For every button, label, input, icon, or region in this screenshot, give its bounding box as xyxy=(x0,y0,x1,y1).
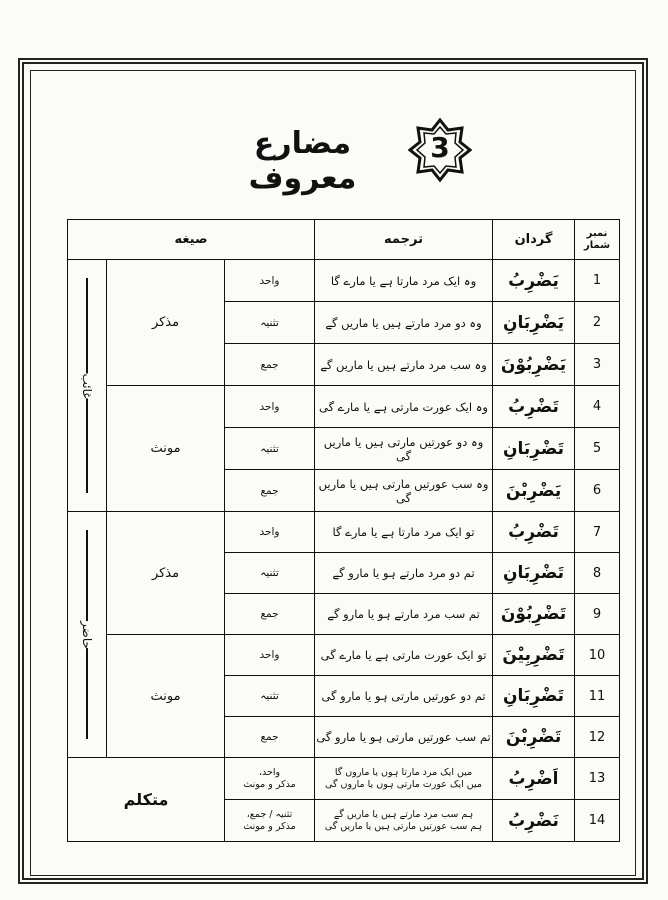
row-number: 6 xyxy=(575,470,620,512)
number-form xyxy=(225,800,315,842)
verb-form: يَضْرِبُوْنَ xyxy=(493,344,575,386)
translation: وہ ایک عورت مارتی ہے یا مارے گی xyxy=(315,386,493,428)
number-form: تثنیہ xyxy=(225,428,315,470)
row-number: 12 xyxy=(575,717,620,758)
verb-form: تَضْرِبَانِ xyxy=(493,553,575,594)
translation: تم دو مرد مارتے ہو یا مارو گے xyxy=(315,553,493,594)
number-form: واحد xyxy=(225,635,315,676)
header-gardaan: گردان xyxy=(493,220,575,260)
verb-form: اَضْرِبُ xyxy=(493,758,575,800)
verb-form: تَضْرِبَانِ xyxy=(493,428,575,470)
form-line: مذکر و مونث xyxy=(243,820,296,832)
table-row xyxy=(68,635,620,676)
translation: وہ دو عورتیں مارتی ہیں یا ماریں گی xyxy=(315,428,493,470)
verb-form: تَضْرِبَانِ xyxy=(493,676,575,717)
translation: تو ایک عورت مارتی ہے یا مارے گی xyxy=(315,635,493,676)
translation-line: میں ایک مرد مارتا ہوں یا ماروں گا xyxy=(334,766,473,778)
table-row xyxy=(68,386,620,428)
number-form: تثنیہ xyxy=(225,676,315,717)
form-line: واحد، xyxy=(258,766,281,778)
row-number: 14 xyxy=(575,800,620,842)
translation: وہ سب مرد مارتے ہیں یا ماریں گے xyxy=(315,344,493,386)
verb-form: تَضْرِبْنَ xyxy=(493,717,575,758)
conjugation-table xyxy=(67,219,620,842)
row-number: 9 xyxy=(575,594,620,635)
translation-line: ہم سب عورتیں مارتی ہیں یا ماریں گی xyxy=(324,820,483,832)
number-form: واحد xyxy=(225,512,315,553)
gender-masculine: مذکر xyxy=(107,512,225,635)
verb-form: تَضْرِبُ xyxy=(493,512,575,553)
translation-line: ہم سب مرد مارتے ہیں یا ماریں گے xyxy=(333,808,474,820)
verb-form: تَضْرِبُ xyxy=(493,386,575,428)
number-form: واحد xyxy=(225,386,315,428)
row-number: 5 xyxy=(575,428,620,470)
translation xyxy=(315,758,493,800)
gender-feminine: مونث xyxy=(107,386,225,512)
translation: تم دو عورتیں مارتی ہو یا مارو گی xyxy=(315,676,493,717)
number-form: جمع xyxy=(225,344,315,386)
translation xyxy=(315,800,493,842)
person-hazir xyxy=(68,512,107,758)
number-form: جمع xyxy=(225,470,315,512)
number-form xyxy=(225,758,315,800)
row-number: 10 xyxy=(575,635,620,676)
row-number: 1 xyxy=(575,260,620,302)
row-number: 11 xyxy=(575,676,620,717)
person-ghaib xyxy=(68,260,107,512)
page-number: 3 xyxy=(430,131,450,164)
row-number: 4 xyxy=(575,386,620,428)
verb-form: تَضْرِبِيْنَ xyxy=(493,635,575,676)
person-label: غائب xyxy=(80,372,94,399)
table-row xyxy=(68,260,620,302)
translation: وہ دو مرد مارتے ہیں یا ماریں گے xyxy=(315,302,493,344)
form-line: مذکر و مونث xyxy=(243,778,296,790)
translation-line: میں ایک عورت مارتی ہوں یا ماروں گی xyxy=(325,778,482,790)
verb-form: يَضْرِبْنَ xyxy=(493,470,575,512)
page-header xyxy=(0,118,668,196)
table-row xyxy=(68,512,620,553)
form-line: تثنیہ / جمع، xyxy=(246,808,293,820)
verb-form: نَضْرِبُ xyxy=(493,800,575,842)
page-title: مضارع معروف xyxy=(248,126,357,196)
header-translation: ترجمه xyxy=(315,220,493,260)
row-number: 3 xyxy=(575,344,620,386)
gender-feminine: مونث xyxy=(107,635,225,758)
number-form: تثنیہ xyxy=(225,553,315,594)
row-number: 2 xyxy=(575,302,620,344)
translation: تو ایک مرد مارتا ہے یا مارے گا xyxy=(315,512,493,553)
number-form: جمع xyxy=(225,717,315,758)
row-number: 13 xyxy=(575,758,620,800)
person-label: حاضر xyxy=(80,620,94,649)
header-sigha: صیغه xyxy=(68,220,315,260)
translation: تم سب مرد مارتے ہو یا مارو گے xyxy=(315,594,493,635)
number-form: تثنیہ xyxy=(225,302,315,344)
header-number: نمبر شمار xyxy=(575,220,620,260)
translation: وہ ایک مرد مارتا ہے یا مارے گا xyxy=(315,260,493,302)
verb-form: يَضْرِبَانِ xyxy=(493,302,575,344)
row-number: 8 xyxy=(575,553,620,594)
translation: تم سب عورتیں مارتی ہو یا مارو گی xyxy=(315,717,493,758)
verb-form: يَضْرِبُ xyxy=(493,260,575,302)
number-form: جمع xyxy=(225,594,315,635)
gender-masculine: مذکر xyxy=(107,260,225,386)
person-mutakallim: متکلم xyxy=(68,758,225,842)
table-header-row xyxy=(68,220,620,260)
row-number: 7 xyxy=(575,512,620,553)
table-row xyxy=(68,758,620,800)
translation: وہ سب عورتیں مارتی ہیں یا ماریں گی xyxy=(315,470,493,512)
verb-form: تَضْرِبُوْنَ xyxy=(493,594,575,635)
number-form: واحد xyxy=(225,260,315,302)
